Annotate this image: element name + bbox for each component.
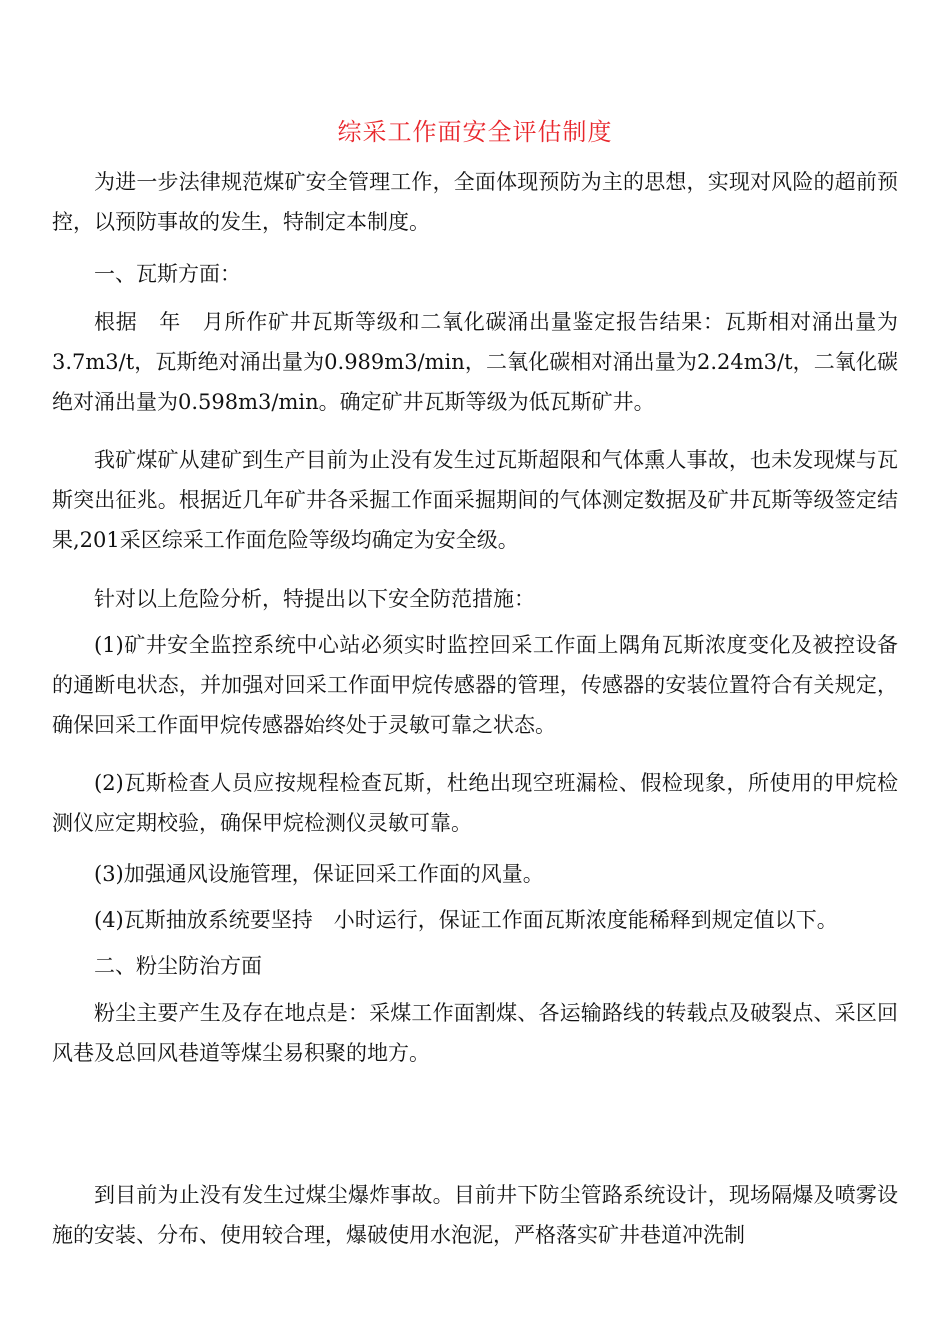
paragraph-gas-history: 我矿煤矿从建矿到生产目前为止没有发生过瓦斯超限和气体熏人事故，也未发现煤与瓦斯突出征兆。根据近几年矿井各采掘工作面采掘期间的气体测定数据及矿井瓦斯等级签定结果,201采区综采工作面危险等级均确定为安全级。 bbox=[52, 448, 898, 552]
paragraph-dust-history: 到目前为止没有发生过煤尘爆炸事故。目前井下防尘管路系统设计，现场隔爆及喷雾设施的安装、分布、使用较合理，爆破使用水泡泥，严格落实矿井巷道冲洗制 bbox=[52, 1183, 898, 1247]
paragraph-measure-1: (1)矿井安全监控系统中心站必须实时监控回采工作面上隅角瓦斯浓度变化及被控设备的通断电状态，并加强对回采工作面甲烷传感器的管理，传感器的安装位置符合有关规定，确保回采工作面甲烷传感器始终处于灵敏可靠之状态。 bbox=[52, 633, 898, 737]
paragraph-measures-intro: 针对以上危险分析，特提出以下安全防范措施： bbox=[94, 587, 535, 611]
paragraph-intro: 为进一步法律规范煤矿安全管理工作，全面体现预防为主的思想，实现对风险的超前预控，以预防事故的发生，特制定本制度。 bbox=[52, 170, 898, 234]
document-title: 综采工作面安全评估制度 bbox=[337, 118, 613, 146]
section-heading-gas: 一、瓦斯方面： bbox=[94, 262, 241, 286]
paragraph-gas-levels: 根据 年 月所作矿井瓦斯等级和二氧化碳涌出量鉴定报告结果：瓦斯相对涌出量为3.7m3/t，瓦斯绝对涌出量为0.989m3/min，二氧化碳相对涌出量为2.24m3/t，二氧化碳绝对涌出量为0.598m3/min。确定矿井瓦斯等级为低瓦斯矿井。 bbox=[52, 310, 898, 414]
paragraph-measure-2: (2)瓦斯检查人员应按规程检查瓦斯，杜绝出现空班漏检、假检现象，所使用的甲烷检测仪应定期校验，确保甲烷检测仪灵敏可靠。 bbox=[52, 771, 898, 835]
paragraph-dust-locations: 粉尘主要产生及存在地点是：采煤工作面割煤、各运输路线的转载点及破裂点、采区回风巷及总回风巷道等煤尘易积聚的地方。 bbox=[52, 1001, 898, 1065]
paragraph-measure-4: (4)瓦斯抽放系统要坚持 小时运行，保证工作面瓦斯浓度能稀释到规定值以下。 bbox=[94, 908, 838, 932]
paragraph-measure-3: (3)加强通风设施管理，保证回采工作面的风量。 bbox=[94, 862, 544, 886]
section-heading-dust: 二、粉尘防治方面 bbox=[94, 954, 262, 978]
